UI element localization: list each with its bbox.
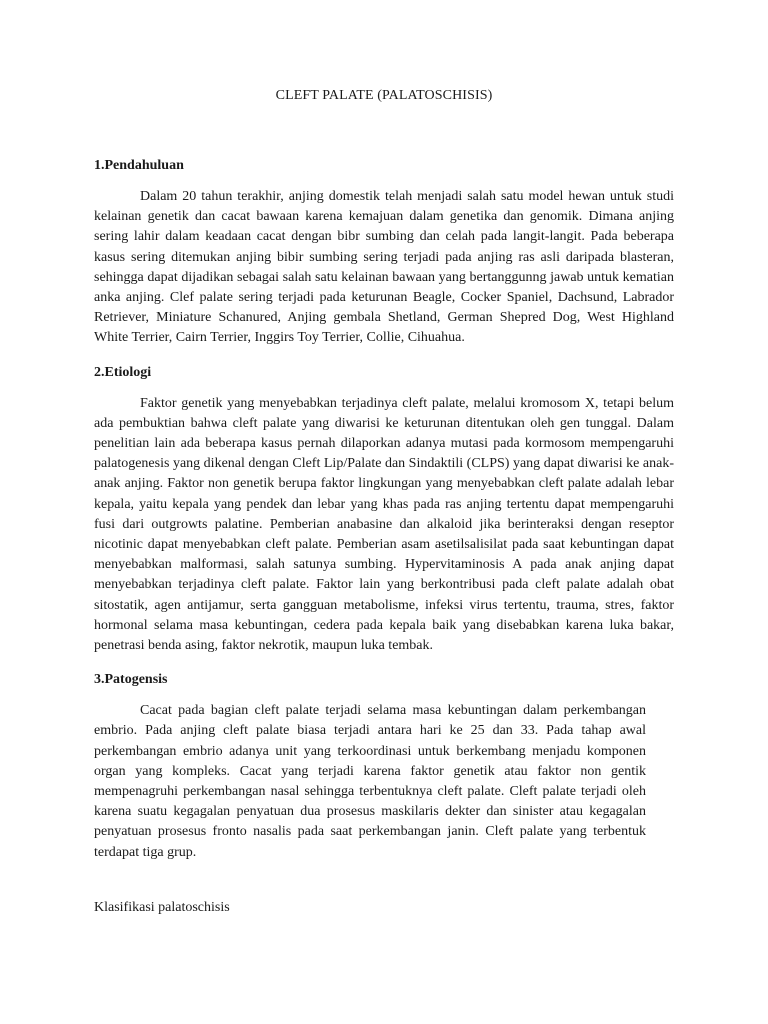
section-heading: 3.Patogensis (94, 672, 168, 688)
section-patogensis (94, 672, 674, 863)
document-title: CLEFT PALATE (PALATOSCHISIS) (275, 88, 493, 103)
section-pendahuluan (94, 158, 674, 349)
section-paragraph: Dalam 20 tahun terakhir, anjing domestik telah menjadi salah satu model hewan untuk studi kelainan genetik dan cacat bawaan karena kemajuan dalam genetika dan genomik. Dimana anjing sering lahir dalam keadaan cacat dengan bibr sumbing dan celah pada langit-langit. Pada beberapa kasus sering ditemukan anjing bibir sumbing sering terjadi pada anjing ras asli daripada blasteran, sehingga dapat dijadikan sebagai salah satu kelainan bawaan yang bertanggunng jawab untuk kematian anka anjing. Clef palate sering terjadi pada keturunan Beagle, Cocker Spaniel, Dachsund, Labrador Retriever, Miniature Schanured, Anjing gembala Shetland, German Shepred Dog, West Highland White Terrier, Cairn Terrier, Inggirs Toy Terrier, Collie, Cihuahua. (94, 189, 674, 346)
section-paragraph: Faktor genetik yang menyebabkan terjadinya cleft palate, melalui kromosom X, tetapi belum ada pembuktian bahwa cleft palate yang diwarisi ke keturunan ditentukan oleh gen tunggal. Dalam penelitian lain ada beberapa kasus pernah dilaporkan adanya mutasi pada kormosom mempengaruhi palatogenesis yang dikenal dengan Cleft Lip/Palate dan Sindaktili (CLPS) yang dapat diwarisi ke anak-anak anjing. Faktor non genetik berupa faktor lingkungan yang menyebabkan cleft palate adalah lebar kepala, yaitu kepala yang pendek dan lebar yang khas pada ras anjing tertentu dapat mempengaruhi fusi dari outgrowts palatine. Pemberian anabasine dan alkaloid jika berinteraksi dengan reseptor nicotinic dapat menyebabkan cleft palate. Pemberian asam asetilsalisilat pada saat kebuntingan dapat menyebabkan malformasi, salah satunya sumbing. Hypervitaminosis A pada anak anjing dapat menyebabkan terjadinya cleft palate. Faktor lain yang berkontribusi pada cleft palate adalah obat sitostatik, agen antijamur, serta gangguan metabolisme, infeksi virus tertentu, trauma, stres, faktor hormonal selama masa kebuntingan, cedera pada kepala baik yang disebabkan karena luka bakar, penetrasi benda asing, faktor nekrotik, maupun luka tembak. (94, 395, 674, 654)
section-heading: 1.Pendahuluan (94, 158, 184, 173)
section-etiologi (94, 365, 674, 657)
section-paragraph: Cacat pada bagian cleft palate terjadi selama masa kebuntingan dalam perkembangan embrio. Pada anjing cleft palate biasa terjadi antara hari ke 25 dan 33. Pada tahap awal perkembangan embrio adanya unit yang terkoordinasi untuk berkembang menjadu komponen organ yang kompleks. Cacat yang terjadi karena faktor genetik atau faktor non gentik mempenagruhi perkembangan nasal sehingga terbentuknya cleft palate. Cleft palate terjadi oleh karena suatu kegagalan penyatuan dua prosesus maskilaris dekter dan sinister atau kegagalan penyatuan prosesus fronto nasalis pada saat perkembangan janin. Cleft palate yang terbentuk terdapat tiga grup. (94, 703, 646, 860)
classification-label: Klasifikasi palatoschisis (94, 900, 230, 915)
section-heading: 2.Etiologi (94, 364, 152, 380)
